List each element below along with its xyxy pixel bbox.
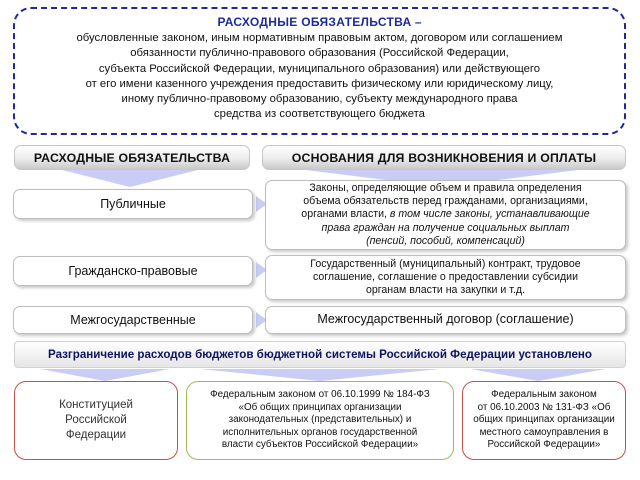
definition-title-line: [15, 15, 624, 31]
constitution-line-1: Конституцией: [59, 399, 133, 411]
row-interstate: [13, 306, 253, 334]
header-grounds: ОСНОВАНИЯ ДЛЯ ВОЗНИКНОВЕНИЯ И ОПЛАТЫ: [262, 145, 626, 170]
band-to-184fz-arrow: [200, 369, 440, 381]
interstate-basis-line-1: Межгосударственный договор (соглашение): [317, 312, 574, 327]
184fz-line-3: законодательных (представительных) и: [228, 414, 412, 426]
public-basis-line-5: (пенсий, пособий, компенсаций): [366, 234, 525, 247]
header-expense-obligations: РАСХОДНЫЕ ОБЯЗАТЕЛЬСТВА: [14, 145, 250, 170]
definition-line-1: обусловленные законом, иным нормативным правовым актом, договором или соглашением: [76, 32, 563, 45]
delimitation-band: [14, 341, 626, 368]
constitution-line-3: Федерации: [65, 429, 127, 441]
row-civil-law-label: Гражданско-правовые: [68, 264, 198, 278]
source-184fz: [186, 381, 454, 460]
definition-dash: –: [411, 15, 422, 29]
civil-basis-line-1: Государственный (муниципальный) контракт, трудовое: [310, 257, 581, 270]
source-constitution: [14, 381, 178, 460]
184fz-line-2: «Об общих принципах организации: [238, 401, 402, 413]
row-interstate-basis: [265, 306, 626, 334]
definition-line-3: субъекта Российской Федерации, муниципального образования) или действующего: [98, 62, 541, 75]
constitution-line-2: Российской: [65, 414, 127, 426]
definition-line-2: обязанности публично-правового образования (Российской Федерации,: [130, 47, 509, 60]
public-basis-line-3: [301, 208, 589, 221]
source-131fz: [462, 381, 626, 460]
131fz-line-4: местного самоуправления в: [479, 426, 609, 438]
184fz-line-1: Федеральным законом от 06.10.1999 № 184-ФЗ: [210, 389, 430, 401]
public-basis-italic-start: в том числе законы, устанавливающие: [389, 208, 590, 221]
definition-box: [13, 7, 626, 135]
definition-line-6: средства из соответствующего бюджета: [214, 108, 425, 121]
row-public-label: Публичные: [100, 197, 166, 211]
definition-line-5: иному публично-правовому образованию, субъекту международного права: [121, 93, 518, 106]
definition-title: РАСХОДНЫЕ ОБЯЗАТЕЛЬСТВА: [217, 15, 412, 29]
184fz-line-5: власти субъектов Российской Федерации»: [221, 439, 419, 451]
184fz-line-4: исполнительных органов государственной: [222, 426, 418, 438]
public-basis-line-2: объема обязательств перед гражданами, организациями,: [303, 195, 588, 208]
civil-basis-line-3: органам власти на закупки и т.д.: [365, 284, 526, 297]
left-header-down-arrow: [62, 170, 198, 187]
public-basis-line-1: Законы, определяющие объем и правила определения: [309, 181, 582, 194]
delimitation-band-text: Разграничение расходов бюджетов бюджетной системы Российской Федерации установлено: [48, 348, 592, 361]
row-civil-law-basis: [265, 255, 626, 300]
civil-basis-line-2: соглашение, соглашение о предоставлении субсидии: [312, 270, 579, 283]
public-basis-line-4: права граждан на получение социальных выплат: [321, 221, 570, 234]
row-public-basis: [265, 180, 626, 250]
public-basis-prefix: органами власти,: [301, 208, 390, 221]
definition-line-4: от его имени казенного учреждения предоставить физическому или юридическому лицу,: [85, 77, 554, 90]
row-public: [13, 189, 253, 219]
row-civil-law: [13, 256, 253, 286]
131fz-line-1: Федеральным законом: [491, 389, 597, 401]
band-to-131fz-arrow: [470, 369, 606, 381]
131fz-line-3: общих принципах организации: [473, 414, 615, 426]
row-interstate-label: Межгосударственные: [70, 313, 196, 327]
131fz-line-5: Российской Федерации»: [487, 439, 601, 451]
131fz-line-2: от 06.10.2003 № 131-ФЗ «Об: [477, 401, 611, 413]
band-to-constitution-arrow: [40, 369, 170, 381]
